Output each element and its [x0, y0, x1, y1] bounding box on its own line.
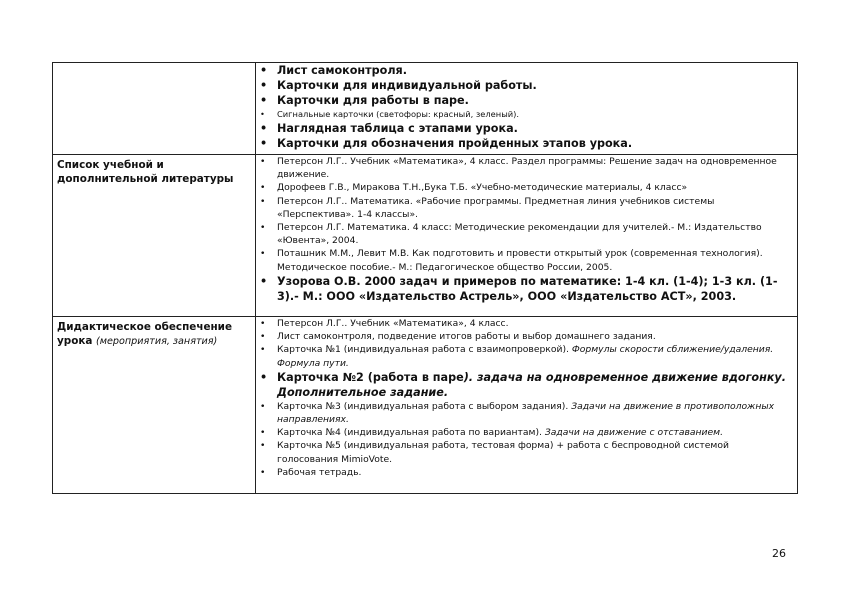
list-item: • Карточка №5 (индивидуальная работа, тестовая форма) + работа с беспроводной системой голосования MimioVote.	[256, 439, 791, 465]
list-item: • Карточка №3 (индивидуальная работа с выбором задания). Задачи на движение в противоположных направлениях.	[256, 400, 791, 426]
list-item: • Рабочая тетрадь.	[256, 466, 791, 479]
lesson-plan-table	[52, 62, 798, 494]
list-item: • Карточка №2 (работа в паре). задача на одновременное движение вдогонку. Дополнительное задание.	[256, 370, 791, 400]
list-item: • Петерсон Л.Г.. Учебник «Математика», 4 класс.	[256, 317, 791, 330]
row-label-cell	[53, 155, 256, 317]
list-item: • Лист самоконтроля, подведение итогов работы и выбор домашнего задания.	[256, 330, 791, 343]
list-item: • Лист самоконтроля.	[256, 63, 791, 78]
materials-list	[256, 63, 797, 151]
list-item: • Петерсон Л.Г.. Учебник «Математика», 4 класс. Раздел программы: Решение задач на одновременное движение.	[256, 155, 791, 181]
literature-list-cell	[256, 155, 798, 317]
materials-list-cell	[256, 63, 798, 155]
table-row-didactic	[53, 317, 798, 494]
list-item: • Карточка №4 (индивидуальная работа по вариантам). Задачи на движение с отставанием.	[256, 426, 791, 439]
list-item: • Наглядная таблица с этапами урока.	[256, 121, 791, 136]
table-row-materials	[53, 63, 798, 155]
list-item: • Узорова О.В. 2000 задач и примеров по математике: 1-4 кл. (1-4); 1-3 кл. (1-3).- М.: ООО «Издательство Астрель», ООО «Издательство АСТ», 2003.	[256, 274, 791, 304]
list-item: • Карточки для индивидуальной работы.	[256, 78, 791, 93]
didactic-list	[256, 317, 797, 479]
list-item: • Поташник М.М., Левит М.В. Как подготовить и провести открытый урок (современная технология). Методическое пособие.- М.: Педагогическое общество России, 2005.	[256, 247, 791, 273]
row-label-cell	[53, 63, 256, 155]
list-item: • Петерсон Л.Г.. Математика. «Рабочие программы. Предметная линия учебников системы «Перспектива». 1-4 классы».	[256, 195, 791, 221]
page-number: 26	[772, 547, 786, 560]
list-item: • Карточки для работы в паре.	[256, 93, 791, 108]
list-item: • Карточка №1 (индивидуальная работа с взаимопроверкой). Формулы скорости сближение/удаления. Формула пути.	[256, 343, 791, 369]
list-item: • Петерсон Л.Г. Математика. 4 класс: Методические рекомендации для учителей.- М.: Издательство «Ювента», 2004.	[256, 221, 791, 247]
list-item: • Карточки для обозначения пройденных этапов урока.	[256, 136, 791, 151]
literature-list	[256, 155, 797, 304]
row-label-cell	[53, 317, 256, 494]
list-item: • Сигнальные карточки (светофоры: красный, зеленый).	[256, 108, 791, 121]
literature-label: Список учебной и дополнительной литературы	[57, 159, 234, 185]
didactic-list-cell	[256, 317, 798, 494]
list-item: • Дорофеев Г.В., Миракова Т.Н.,Бука Т.Б. «Учебно-методические материалы, 4 класс»	[256, 181, 791, 194]
didactic-label: Дидактическое обеспечение урока (мероприятия, занятия)	[57, 321, 233, 347]
table-row-literature	[53, 155, 798, 317]
